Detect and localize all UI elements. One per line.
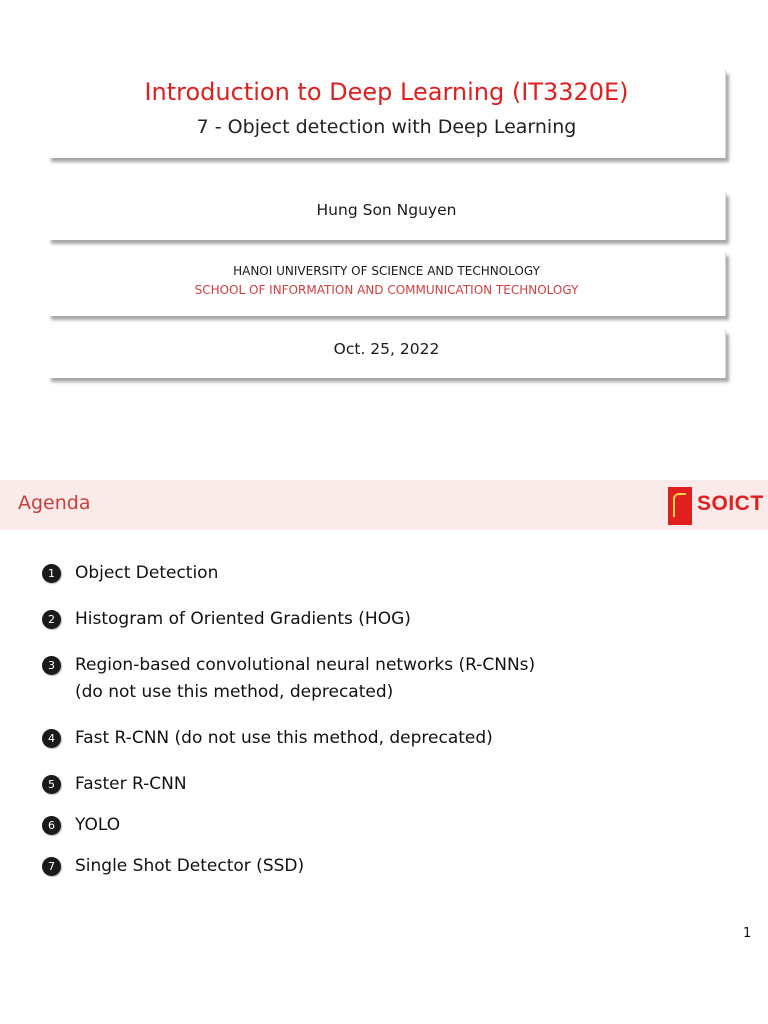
author-block bbox=[48, 192, 726, 240]
agenda-item-text-line2: (do not use this method, deprecated) bbox=[75, 682, 394, 702]
university-name: HANOI UNIVERSITY OF SCIENCE AND TECHNOLOGY bbox=[233, 264, 540, 278]
agenda-item-text: Histogram of Oriented Gradients (HOG) bbox=[75, 609, 411, 629]
presentation-title: Introduction to Deep Learning (IT3320E) bbox=[144, 78, 629, 106]
item-number-badge: 4 bbox=[42, 729, 61, 748]
institution-block bbox=[48, 252, 726, 316]
item-number-badge: 2 bbox=[42, 610, 61, 629]
logo-mark-icon bbox=[668, 487, 692, 525]
item-number-badge: 7 bbox=[42, 857, 61, 876]
slide-header bbox=[0, 480, 768, 530]
school-name: SCHOOL OF INFORMATION AND COMMUNICATION TECHNOLOGY bbox=[194, 283, 579, 297]
agenda-item-text: YOLO bbox=[75, 815, 121, 835]
item-number-badge: 3 bbox=[42, 656, 61, 675]
soict-logo bbox=[666, 486, 762, 526]
slide-title: Agenda bbox=[18, 492, 91, 514]
item-number-badge: 5 bbox=[42, 775, 61, 794]
item-number-badge: 6 bbox=[42, 816, 61, 835]
author-name: Hung Son Nguyen bbox=[316, 201, 457, 219]
agenda-item-text: Single Shot Detector (SSD) bbox=[75, 856, 305, 876]
title-block bbox=[48, 70, 726, 158]
item-number-badge: 1 bbox=[42, 564, 61, 583]
agenda-item-text: Faster R-CNN bbox=[75, 774, 187, 794]
page-number: 1 bbox=[743, 926, 752, 941]
agenda-item-text: Fast R-CNN (do not use this method, deprecated) bbox=[75, 728, 493, 748]
presentation-subtitle: 7 - Object detection with Deep Learning bbox=[196, 116, 577, 138]
logo-text: SOICT bbox=[697, 492, 764, 515]
agenda-item-text: Region-based convolutional neural networks (R-CNNs) bbox=[75, 655, 536, 675]
agenda-item-text: Object Detection bbox=[75, 563, 219, 583]
presentation-date: Oct. 25, 2022 bbox=[333, 340, 440, 358]
date-block bbox=[48, 330, 726, 378]
